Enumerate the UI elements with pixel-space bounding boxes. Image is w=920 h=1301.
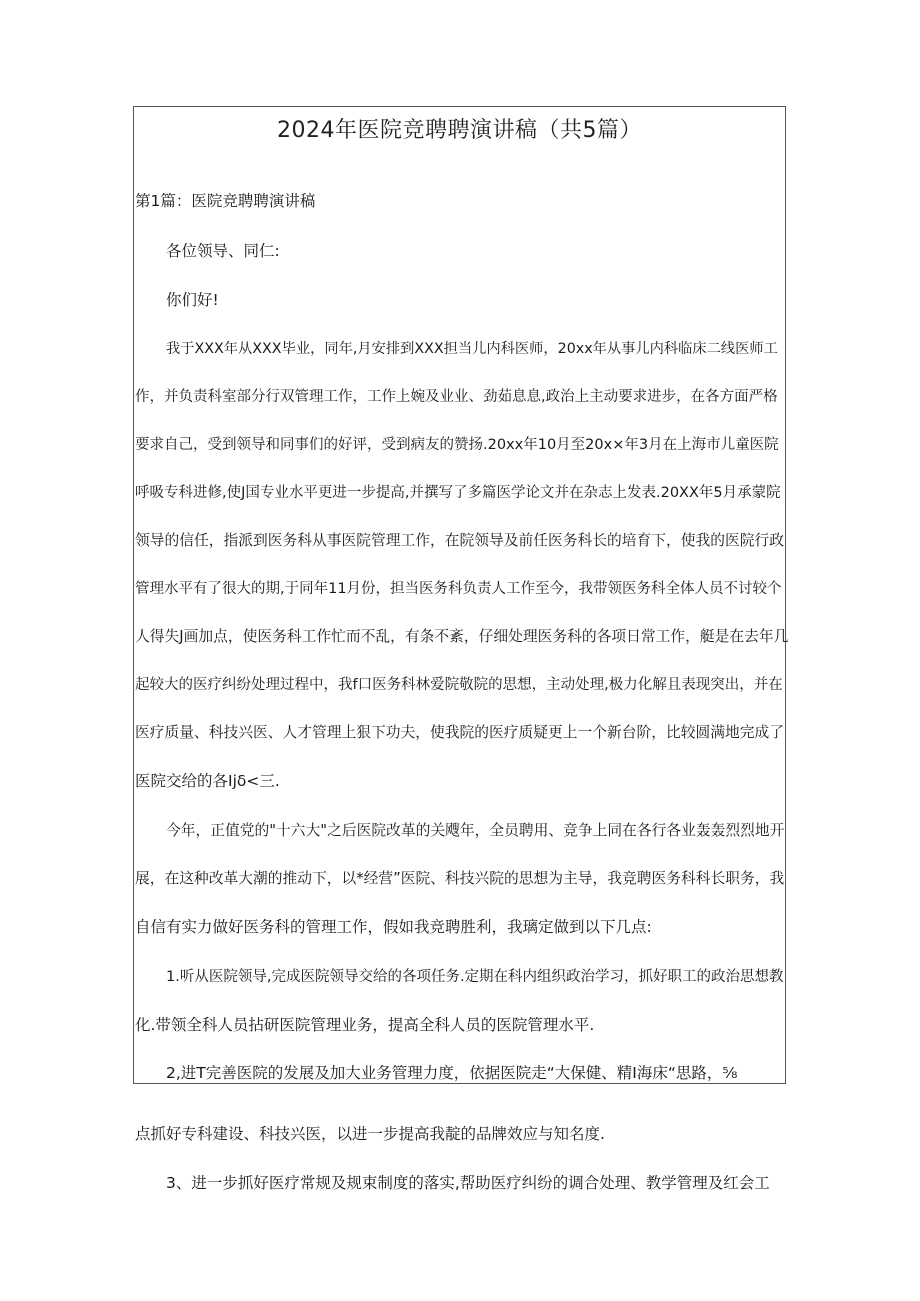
paragraph-1-line: 管理水平有了很大的期,于同年11月份，担当医务科负责人工作至今，我带领医务科全体人员不讨较个 — [135, 581, 782, 597]
salutation: 各位领导、同仁: — [166, 242, 280, 260]
paragraph-2-line: 自信有实力做好医务科的管理工作，假如我竞聘胜利，我璃定做到以下几点: — [135, 918, 652, 936]
item-1-line: 化.带领全科人员拈研医院管理业务，提高全科人员的医院管理水平. — [135, 1016, 595, 1034]
paragraph-1-line: 要求自己，受到领导和同事们的好评，受到病友的赞扬.20xx年10月至20x×年3月在上海市儿童医院 — [135, 437, 779, 453]
paragraph-1-line: 我于XXX年从XXX毕业，同年,月安排到XXX担当儿内科医师，20xx年从事儿内科临床二线医师工 — [166, 341, 778, 357]
item-2-continued: 点抓好专科建设、科技兴医，以进一步提高我靛的品牌效应与知名度. — [135, 1125, 605, 1143]
item-3-line: 3、进一步抓好医疗常规及规束制度的落实,帮助医疗纠纷的调合处理、教学管理及红会工 — [166, 1174, 770, 1192]
paragraph-2-line: 展，在这种改革大潮的推动下，以*经营”医院、科技兴院的思想为主导，我竞聘医务科科长职务，我 — [135, 870, 785, 887]
greeting: 你们好! — [166, 291, 219, 309]
item-1-line: 1.听从医院领导,完成医院领导交给的各项任务.定期在科内组织政治学习，抓好职工的政治思想教 — [166, 969, 784, 985]
paragraph-2-line: 今年，正值党的"十六大"之后医院改革的关飕年，全员聘用、竞争上同在各行各业轰轰烈烈地开 — [166, 822, 785, 839]
paragraph-1-line: 医院交给的各Ijδ<三. — [135, 772, 280, 790]
paragraph-1-line: 呼吸专科进修,使J国专业水平更进一步提高,并撰写了多篇医学论文并在杂志上发表.20XX年5月承蒙院 — [135, 485, 781, 501]
item-2-line: 2,进T完善医院的发展及加大业务管理力度，依据医院走“大保健、精I海床“思路，⅝ — [166, 1064, 738, 1082]
paragraph-1-line: 作，并负责科室部分行双管理工作，工作上婉及业业、劲茹息息,政治上主动要求进步，在各方面严格 — [135, 389, 778, 405]
paragraph-1-line: 人得失J画加点，使医务科工作忙而不乱，有条不紊，仔细处理医务科的各项日常工作，艇是在去年几 — [135, 628, 789, 645]
section-heading: 第1篇：医院竞聘聘演讲稿 — [135, 192, 316, 210]
paragraph-1-line: 领导的信任，指派到医务科从事医院管理工作，在院领导及前任医务科长的培育下，使我的医院行政 — [135, 532, 784, 549]
paragraph-1-line: 医疗质量、科技兴医、人才管理上狠下功夫，使我院的医疗质疑更上一个新台阶，比较圆满地完成了 — [135, 724, 784, 741]
paragraph-1-line: 起较大的医疗纠纷处理过程中，我f口医务科林爱院敬院的思想，主动处理,极力化解且表现突出，并在 — [135, 677, 783, 693]
document-title: 2024年医院竞聘聘演讲稿（共5篇） — [277, 118, 642, 143]
